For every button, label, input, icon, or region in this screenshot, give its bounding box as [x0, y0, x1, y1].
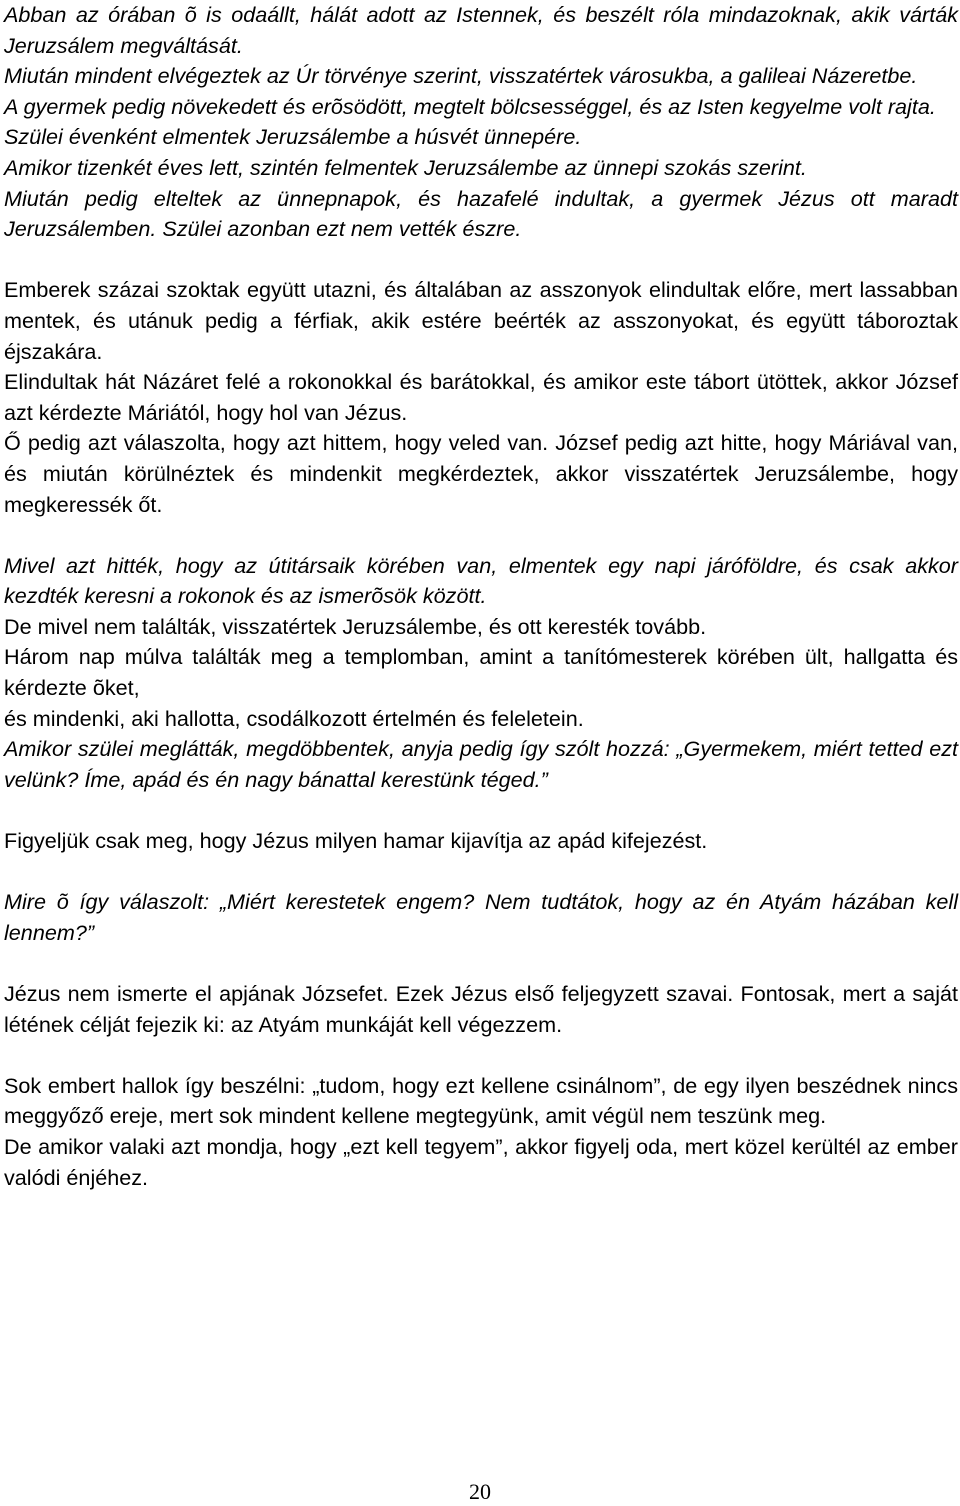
paragraph: De amikor valaki azt mondja, hogy „ezt kell tegyem”, akkor figyelj oda, mert közel kerültél az ember valódi énjéhez. — [4, 1133, 958, 1190]
paragraph-spacer — [4, 795, 958, 826]
page-number: 20 — [469, 1479, 491, 1504]
paragraph: Emberek százai szoktak együtt utazni, és általában az asszonyok elindultak előre, mert lassabban mentek, és utánuk pedig a férfiak, akik estére beérték az asszonyokat, és együtt táboroztak éjszakára. — [4, 277, 958, 364]
paragraph: Miután pedig elteltek az ünnepnapok, és hazafelé indultak, a gyermek Jézus ott maradt Jeruzsálemben. Szülei azonban ezt nem vették észre. — [4, 185, 958, 242]
paragraph-spacer — [4, 857, 958, 888]
paragraph: Miután mindent elvégeztek az Úr törvénye szerint, visszatértek városukba, a galileai Názeretbe. — [4, 63, 918, 89]
paragraph-spacer — [4, 948, 958, 979]
paragraph: Mivel azt hitték, hogy az útitársaik körében van, elmentek egy napi járóföldre, és csak akkor kezdték keresni a rokonok és az ismerõsök között. — [4, 552, 958, 609]
paragraph: és mindenki, aki hallotta, csodálkozott értelmén és feleletein. — [4, 705, 584, 731]
paragraph-spacer — [4, 1040, 958, 1071]
paragraph: Ő pedig azt válaszolta, hogy azt hittem, hogy veled van. József pedig azt hitte, hogy Máriával van, és miután körülnéztek és mindenkit megkérdeztek, akkor visszatértek Jeruzsálembe, hogy megkeressék őt. — [4, 430, 958, 517]
document-page — [4, 0, 958, 1193]
paragraph: De mivel nem találták, visszatértek Jeruzsálembe, és ott keresték tovább. — [4, 613, 707, 639]
paragraph: Amikor tizenkét éves lett, szintén felmentek Jeruzsálembe az ünnepi szokás szerint. — [4, 154, 807, 180]
paragraph: A gyermek pedig növekedett és erõsödött, megtelt bölcsességgel, és az Isten kegyelme volt rajta. — [4, 93, 936, 119]
paragraph: Amikor szülei meglátták, megdöbbentek, anyja pedig így szólt hozzá: „Gyermekem, miért tetted ezt velünk? Íme, apád és én nagy bánattal kerestünk téged.” — [4, 736, 958, 792]
paragraph: Szülei évenként elmentek Jeruzsálembe a húsvét ünnepére. — [4, 124, 582, 150]
paragraph: Három nap múlva találták meg a templomban, amint a tanítómesterek körében ült, hallgatta és kérdezte õket, — [4, 644, 958, 701]
paragraph: Mire õ így válaszolt: „Miért kerestetek engem? Nem tudtátok, hogy az én Atyám házában kell lennem?” — [4, 889, 958, 945]
paragraph-spacer — [4, 520, 958, 551]
paragraph: Figyeljük csak meg, hogy Jézus milyen hamar kijavítja az apád kifejezést. — [4, 828, 708, 854]
paragraph: Abban az órában õ is odaállt, hálát adott az Istennek, és beszélt róla mindazoknak, akik várták Jeruzsálem megváltását. — [4, 2, 958, 58]
paragraph: Sok embert hallok így beszélni: „tudom, hogy ezt kellene csinálnom”, de egy ilyen beszédnek nincs meggyőző ereje, mert sok mindent kellene megtegyünk, amit végül nem teszünk meg. — [4, 1072, 958, 1129]
paragraph: Jézus nem ismerte el apjának Józsefet. Ezek Jézus első feljegyzett szavai. Fontosak, mert a saját létének célját fejezik ki: az Atyám munkáját kell végezzem. — [4, 981, 958, 1037]
paragraph-spacer — [4, 245, 958, 276]
paragraph: Elindultak hát Názáret felé a rokonokkal és barátokkal, és amikor este tábort ütöttek, akkor József azt kérdezte Máriától, hogy hol van Jézus. — [4, 369, 958, 425]
